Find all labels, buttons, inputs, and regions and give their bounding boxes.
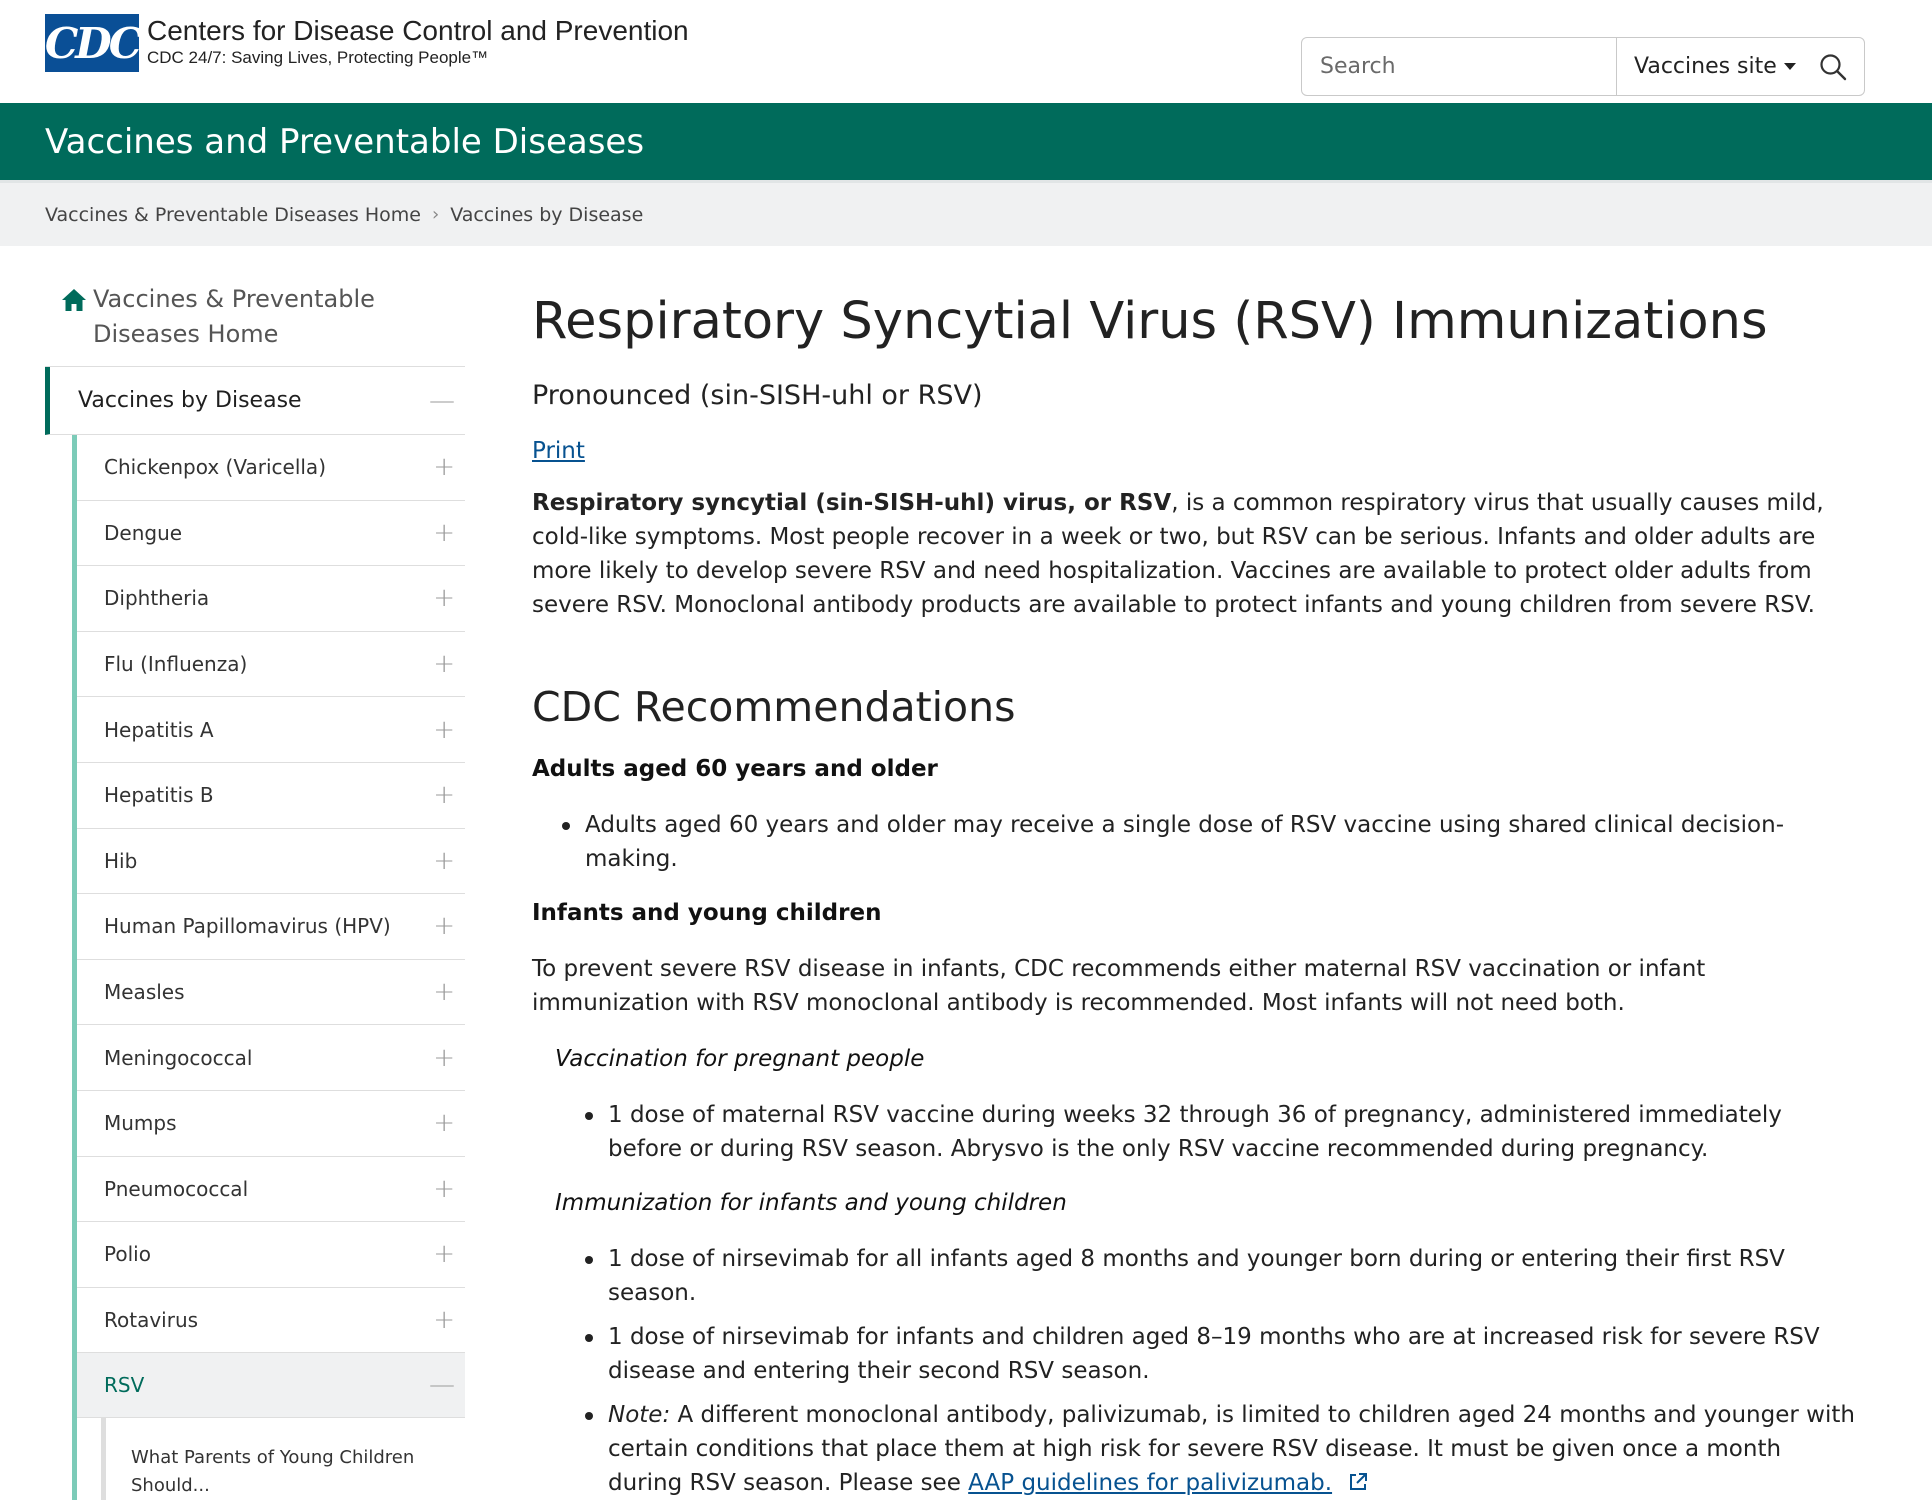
home-icon bbox=[61, 288, 87, 312]
site-scope-dropdown[interactable] bbox=[1617, 38, 1802, 95]
nav-item-dengue[interactable]: Dengue + bbox=[77, 501, 465, 567]
cdc-logo-mark: CDC bbox=[45, 14, 139, 72]
nav-item-chickenpox[interactable]: Chickenpox (Varicella) + bbox=[77, 435, 465, 501]
expand-icon[interactable]: + bbox=[433, 452, 455, 483]
site-scope-label: Vaccines site bbox=[1634, 54, 1777, 79]
expand-icon[interactable]: + bbox=[433, 845, 455, 876]
immunization-list bbox=[532, 1242, 1862, 1500]
search-icon bbox=[1819, 53, 1847, 81]
list-item: 1 dose of nirsevimab for all infants aged 8 months and younger born during or entering their first RSV season. bbox=[532, 1242, 1862, 1310]
collapse-icon[interactable]: — bbox=[429, 1370, 455, 1401]
cdc-logo[interactable] bbox=[45, 14, 689, 72]
nav-subitem-parents[interactable]: What Parents of Young Children Should... bbox=[131, 1447, 415, 1497]
intro-bold: Respiratory syncytial (sin-SISH-uhl) virus, or RSV bbox=[532, 490, 1172, 516]
nav-item-hpv[interactable]: Human Papillomavirus (HPV) + bbox=[77, 894, 465, 960]
list-item: 1 dose of maternal RSV vaccine during weeks 32 through 36 of pregnancy, administered immediately before or during RSV season. Abrysvo is the only RSV vaccine recommended during pregnancy. bbox=[532, 1098, 1862, 1166]
nav-item-diphtheria[interactable]: Diphtheria + bbox=[77, 566, 465, 632]
main-content bbox=[532, 286, 1862, 1500]
nav-section-label: Vaccines by Disease bbox=[78, 388, 302, 413]
nav-item-hepatitis-a[interactable]: Hepatitis A + bbox=[77, 697, 465, 763]
page-subtitle: Pronounced (sin-SISH-uhl or RSV) bbox=[532, 380, 983, 411]
nav-section-vaccines-by-disease[interactable] bbox=[45, 367, 465, 435]
nav-item-pneumococcal[interactable]: Pneumococcal + bbox=[77, 1157, 465, 1223]
nav-item-flu[interactable]: Flu (Influenza) + bbox=[77, 632, 465, 698]
expand-icon[interactable]: + bbox=[433, 1042, 455, 1073]
logo-title: Centers for Disease Control and Prevention bbox=[147, 15, 689, 46]
site-header bbox=[0, 0, 1932, 103]
expand-icon[interactable]: + bbox=[433, 714, 455, 745]
nav-item-hepatitis-b[interactable]: Hepatitis B + bbox=[77, 763, 465, 829]
adults-heading: Adults aged 60 years and older bbox=[532, 756, 938, 782]
list-item: Adults aged 60 years and older may receive a single dose of RSV vaccine using shared clinical decision-making. bbox=[532, 808, 1862, 876]
breadcrumb bbox=[0, 180, 1932, 246]
expand-icon[interactable]: + bbox=[433, 911, 455, 942]
expand-icon[interactable]: + bbox=[433, 1108, 455, 1139]
expand-icon[interactable]: + bbox=[433, 1305, 455, 1336]
intro-text: , is a common respiratory virus that usually causes mild, cold-like symptoms. Most people recover in a week or two, but RSV can be serious. Infants and older adults are more likely to develop severe RSV and need hospitalization. Vaccines are available to protect older adults from severe RSV. Monoclonal antibody products are available to protect infants and young children from severe RSV. bbox=[532, 490, 1824, 618]
print-link[interactable]: Print bbox=[532, 438, 585, 464]
nav-rsv-sublist bbox=[101, 1418, 465, 1500]
nav-home-link[interactable] bbox=[45, 274, 465, 367]
left-nav bbox=[45, 274, 465, 1500]
infants-paragraph: To prevent severe RSV disease in infants, CDC recommends either maternal RSV vaccination or infant immunization with RSV monoclonal antibody is recommended. Most infants will not need both. bbox=[532, 956, 1706, 1016]
nav-item-measles[interactable]: Measles + bbox=[77, 960, 465, 1026]
search-group bbox=[1301, 37, 1865, 96]
pregnant-heading: Vaccination for pregnant people bbox=[555, 1046, 925, 1072]
expand-icon[interactable]: + bbox=[433, 583, 455, 614]
expand-icon[interactable]: + bbox=[433, 649, 455, 680]
list-item-note bbox=[532, 1398, 1862, 1500]
expand-icon[interactable]: + bbox=[433, 977, 455, 1008]
nav-home-label: Vaccines & Preventable Diseases Home bbox=[93, 285, 375, 348]
search-input[interactable] bbox=[1302, 38, 1617, 95]
expand-icon[interactable]: + bbox=[433, 1173, 455, 1204]
immunization-heading: Immunization for infants and young children bbox=[555, 1190, 1067, 1216]
nav-item-meningococcal[interactable]: Meningococcal + bbox=[77, 1025, 465, 1091]
intro-paragraph bbox=[532, 486, 1862, 622]
note-label: Note: bbox=[608, 1402, 671, 1428]
page-title: Respiratory Syncytial Virus (RSV) Immunizations bbox=[532, 292, 1768, 351]
aap-guidelines-link[interactable]: AAP guidelines for palivizumab. bbox=[968, 1470, 1333, 1496]
breadcrumb-home[interactable]: Vaccines & Preventable Diseases Home bbox=[45, 203, 421, 226]
pregnant-list bbox=[532, 1098, 1862, 1166]
nav-item-rsv[interactable]: RSV — bbox=[77, 1353, 465, 1418]
expand-icon[interactable]: + bbox=[433, 1239, 455, 1270]
list-item: 1 dose of nirsevimab for infants and children aged 8–19 months who are at increased risk for severe RSV disease and entering their second RSV season. bbox=[532, 1320, 1862, 1388]
logo-tagline: CDC 24/7: Saving Lives, Protecting People™ bbox=[147, 48, 489, 67]
chevron-right-icon: › bbox=[431, 204, 440, 225]
search-button[interactable] bbox=[1802, 38, 1864, 95]
note-text: A different monoclonal antibody, palivizumab, is limited to children aged 24 months and younger with certain conditions that place them at high risk for severe RSV disease. It must be given once a month during RSV season. Please see bbox=[608, 1402, 1855, 1496]
nav-item-polio[interactable]: Polio + bbox=[77, 1222, 465, 1288]
banner-title[interactable]: Vaccines and Preventable Diseases bbox=[45, 121, 645, 162]
site-banner bbox=[0, 103, 1932, 180]
nav-item-rotavirus[interactable]: Rotavirus + bbox=[77, 1288, 465, 1354]
external-link-icon bbox=[1347, 1471, 1369, 1493]
collapse-icon[interactable]: — bbox=[429, 385, 455, 416]
nav-item-hib[interactable]: Hib + bbox=[77, 829, 465, 895]
nav-item-mumps[interactable]: Mumps + bbox=[77, 1091, 465, 1157]
infants-heading: Infants and young children bbox=[532, 900, 882, 926]
caret-down-icon bbox=[1784, 63, 1796, 70]
adults-list bbox=[532, 808, 1862, 876]
expand-icon[interactable]: + bbox=[433, 517, 455, 548]
breadcrumb-vaccines-by-disease[interactable]: Vaccines by Disease bbox=[450, 203, 644, 226]
nav-disease-list bbox=[72, 435, 465, 1500]
expand-icon[interactable]: + bbox=[433, 780, 455, 811]
recommendations-heading: CDC Recommendations bbox=[532, 683, 1016, 731]
